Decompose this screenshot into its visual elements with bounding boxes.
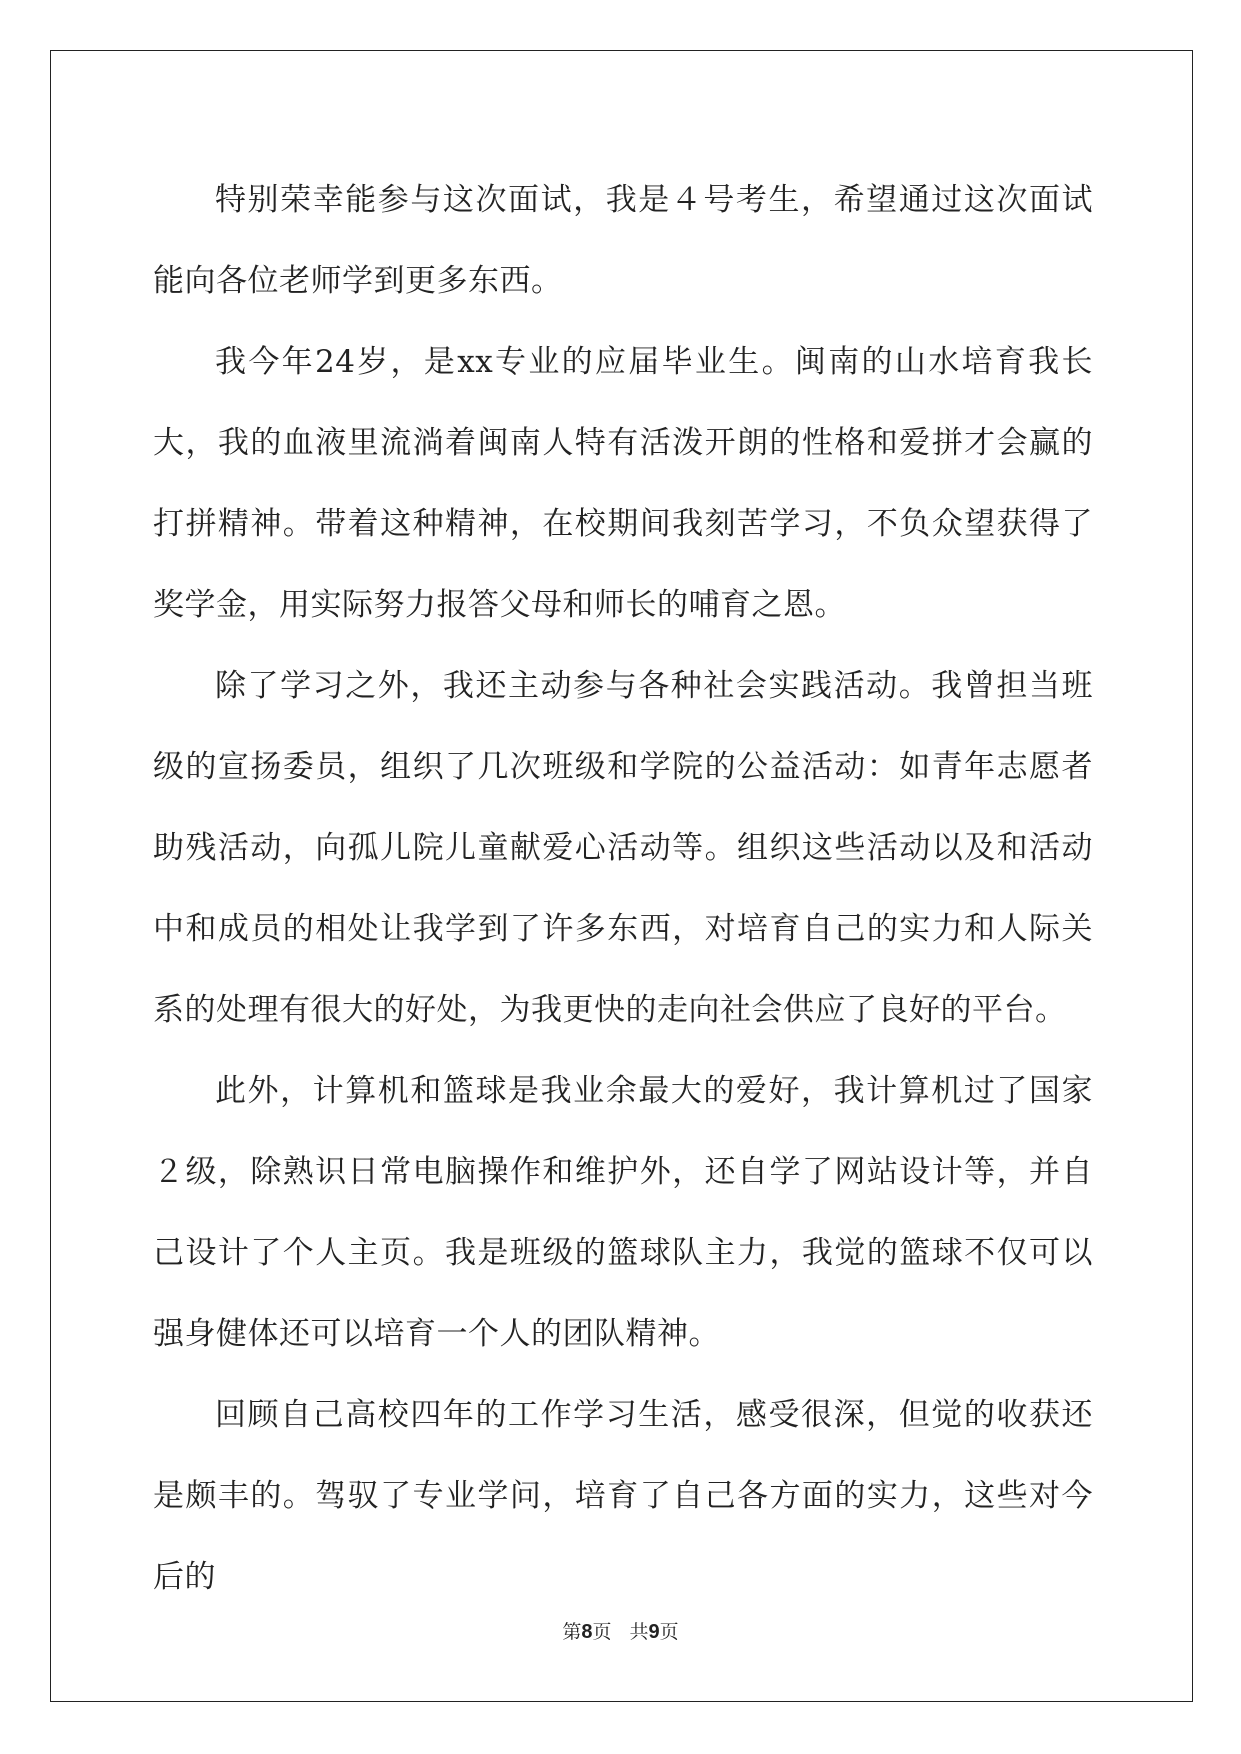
paragraph-3: 除了学习之外，我还主动参与各种社会实践活动。我曾担当班级的宣扬委员，组织了几次班级和学院的公益活动：如青年志愿者助残活动，向孤儿院儿童献爱心活动等。组织这些活动以及和活动中和成员的相处让我学到了许多东西，对培育自己的实力和人际关系的处理有很大的好处，为我更快的走向社会供应了良好的平台。 [153, 668, 1093, 1028]
current-page-number: 8 [581, 1621, 593, 1643]
page-footer [0, 1617, 1241, 1644]
document-body [153, 160, 1093, 1618]
paragraph-2: 我今年24岁，是xx专业的应届毕业生。闽南的山水培育我长大，我的血液里流淌着闽南人特有活泼开朗的性格和爱拼才会赢的打拼精神。带着这种精神，在校期间我刻苦学习，不负众望获得了奖学金，用实际努力报答父母和师长的哺育之恩。 [153, 344, 1093, 623]
paragraph-1: 特别荣幸能参与这次面试，我是４号考生，希望通过这次面试能向各位老师学到更多东西。 [153, 182, 1093, 299]
total-label-prefix: 共 [629, 1621, 649, 1643]
page-label-suffix: 页 [592, 1621, 612, 1643]
paragraph-4: 此外，计算机和篮球是我业余最大的爱好，我计算机过了国家２级，除熟识日常电脑操作和维护外，还自学了网站设计等，并自己设计了个人主页。我是班级的篮球队主力，我觉的篮球不仅可以强身健体还可以培育一个人的团队精神。 [153, 1073, 1093, 1352]
total-pages-number: 9 [648, 1621, 660, 1643]
total-label-suffix: 页 [659, 1621, 679, 1643]
page-label-prefix: 第 [562, 1621, 582, 1643]
paragraph-5: 回顾自己高校四年的工作学习生活，感受很深，但觉的收获还是颇丰的。驾驭了专业学问，培育了自己各方面的实力，这些对今后的 [153, 1397, 1093, 1595]
